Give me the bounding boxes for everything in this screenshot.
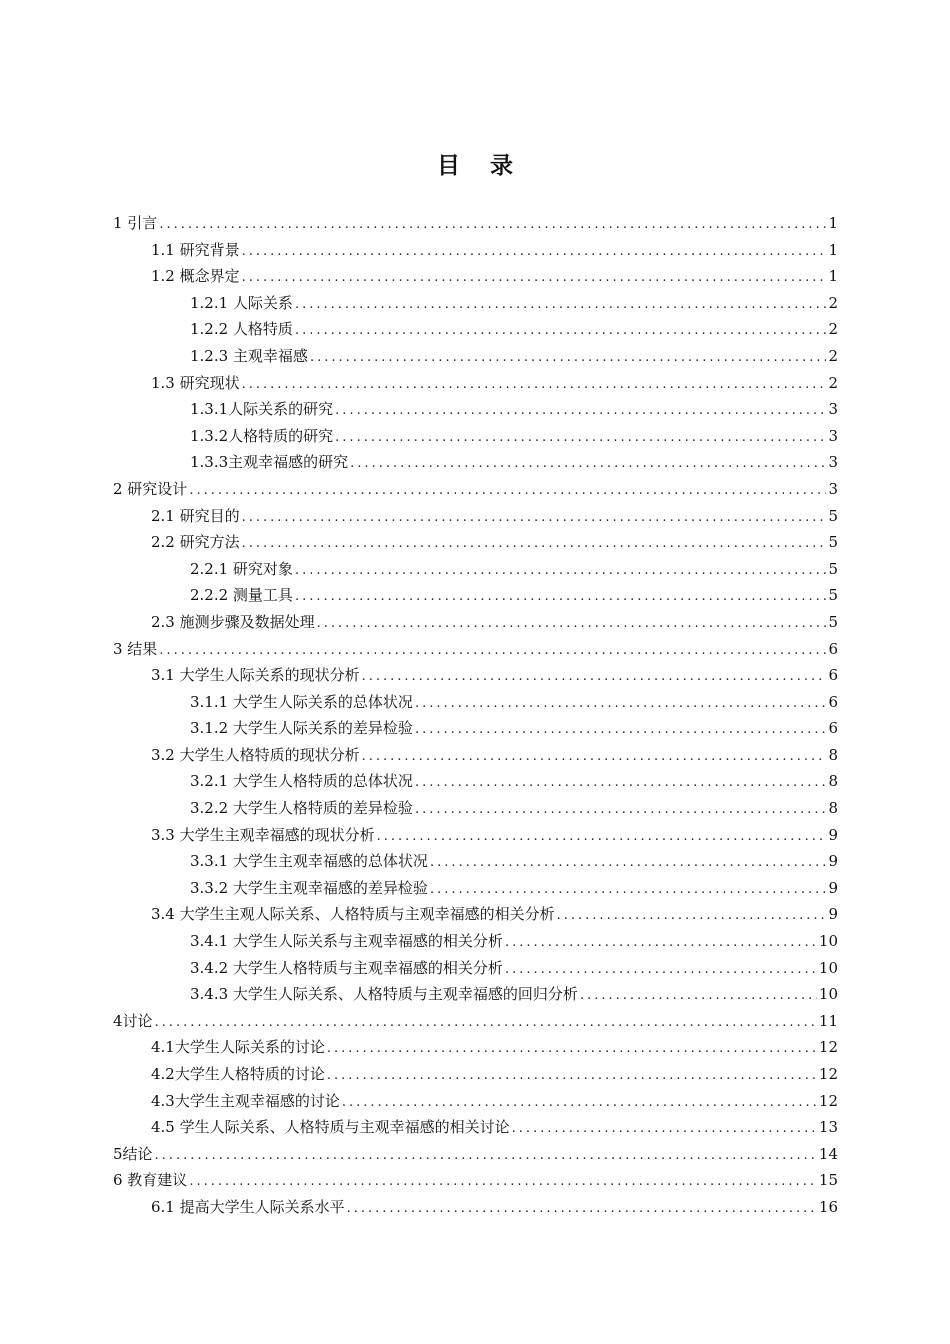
- toc-entry-label: 6 教育建议: [113, 1171, 188, 1190]
- toc-entry[interactable]: [151, 370, 838, 397]
- toc-entry-label: 2.1 研究目的: [151, 506, 240, 525]
- toc-entry[interactable]: [190, 795, 838, 822]
- toc-leader-dots: [242, 239, 827, 266]
- toc-leader-dots: [189, 478, 826, 505]
- toc-entry-label: 1 引言: [113, 214, 158, 232]
- toc-leader-dots: [295, 318, 827, 345]
- toc-entry[interactable]: [190, 689, 838, 716]
- toc-entry-page: 6: [828, 666, 838, 685]
- toc-leader-dots: [159, 638, 826, 665]
- toc-leader-dots: [580, 983, 817, 1010]
- toc-entry[interactable]: [190, 343, 838, 370]
- toc-leader-dots: [415, 717, 827, 744]
- toc-entry-page: 12: [818, 1038, 838, 1057]
- toc-entry[interactable]: [190, 290, 838, 317]
- toc-entry[interactable]: [151, 822, 838, 849]
- toc-entry-page: 9: [828, 905, 838, 924]
- toc-leader-dots: [327, 1063, 817, 1090]
- toc-entry-page: 5: [828, 533, 838, 552]
- toc-leader-dots: [430, 850, 827, 877]
- toc-entry[interactable]: [151, 529, 838, 556]
- toc-entry-label: 1.2.3 主观幸福感: [190, 346, 308, 365]
- toc-leader-dots: [505, 957, 817, 984]
- toc-entry-label: 3.4.1 大学生人际关系与主观幸福感的相关分析: [190, 932, 503, 951]
- toc-entry-page: 2: [828, 320, 838, 339]
- toc-entry-label: 1.2 概念界定: [151, 267, 240, 286]
- toc-entry-page: 1: [828, 214, 838, 232]
- toc-entry-page: 3: [828, 479, 838, 498]
- toc-entry[interactable]: [190, 423, 838, 450]
- toc-entry[interactable]: [190, 715, 838, 742]
- toc-leader-dots: [505, 930, 817, 957]
- toc-entry[interactable]: [151, 263, 838, 290]
- toc-entry-page: 5: [828, 612, 838, 631]
- toc-leader-dots: [317, 611, 827, 638]
- toc-entry[interactable]: [151, 662, 838, 689]
- toc-entry-label: 3.4 大学生主观人际关系、人格特质与主观幸福感的相关分析: [151, 905, 555, 924]
- toc-entry[interactable]: [151, 1034, 838, 1061]
- toc-entry-label: 3.1 大学生人际关系的现状分析: [151, 666, 360, 685]
- toc-entry[interactable]: [151, 609, 838, 636]
- toc-entry-page: 13: [818, 1118, 838, 1137]
- toc-entry-label: 1.3.3主观幸福感的研究: [190, 453, 349, 472]
- toc-entry-label: 3.2.1 大学生人格特质的总体状况: [190, 772, 413, 791]
- toc-entry-label: 2.2.2 测量工具: [190, 586, 293, 605]
- toc-entry[interactable]: [151, 901, 838, 928]
- toc-leader-dots: [342, 1090, 817, 1117]
- toc-entry-page: 1: [828, 267, 838, 286]
- toc-entry[interactable]: [151, 1088, 838, 1115]
- toc-leader-dots: [512, 1116, 817, 1143]
- toc-entry-label: 3.2 大学生人格特质的现状分析: [151, 745, 360, 764]
- toc-leader-dots: [310, 345, 827, 372]
- toc-entry[interactable]: [151, 237, 838, 264]
- toc-entry[interactable]: [190, 556, 838, 583]
- toc-entry[interactable]: [190, 848, 838, 875]
- toc-leader-dots: [415, 691, 827, 718]
- toc-entry[interactable]: [190, 955, 838, 982]
- toc-entry-label: 3.3.1 大学生主观幸福感的总体状况: [190, 852, 428, 871]
- toc-entry-page: 5: [828, 506, 838, 525]
- table-of-contents: [0, 210, 950, 1221]
- toc-entry-label: 1.3.2人格特质的研究: [190, 426, 334, 445]
- toc-entry-label: 3 结果: [113, 639, 158, 658]
- toc-entry-page: 6: [828, 692, 838, 711]
- toc-entry-label: 3.1.2 大学生人际关系的差异检验: [190, 719, 413, 738]
- page-title: [0, 148, 950, 184]
- toc-entry-label: 1.3 研究现状: [151, 373, 240, 392]
- toc-leader-dots: [155, 1010, 817, 1037]
- toc-entry-label: 3.3 大学生主观幸福感的现状分析: [151, 825, 375, 844]
- toc-entry[interactable]: [190, 768, 838, 795]
- toc-entry-page: 3: [828, 400, 838, 419]
- toc-entry-page: 2: [828, 293, 838, 312]
- toc-entry[interactable]: [151, 1114, 838, 1141]
- toc-leader-dots: [557, 903, 827, 930]
- toc-entry[interactable]: [151, 742, 838, 769]
- toc-entry-page: 3: [828, 426, 838, 445]
- toc-entry[interactable]: [113, 1167, 838, 1194]
- toc-entry[interactable]: [190, 582, 838, 609]
- toc-entry-page: 14: [818, 1144, 838, 1163]
- toc-entry[interactable]: [190, 316, 838, 343]
- toc-entry-label: 3.3.2 大学生主观幸福感的差异检验: [190, 878, 428, 897]
- toc-entry-label: 1.3.1人际关系的研究: [190, 400, 334, 419]
- toc-entry-label: 3.4.2 大学生人格特质与主观幸福感的相关分析: [190, 958, 503, 977]
- toc-entry-page: 3: [828, 453, 838, 472]
- toc-entry-label: 3.2.2 大学生人格特质的差异检验: [190, 799, 413, 818]
- toc-entry[interactable]: [113, 636, 838, 663]
- toc-leader-dots: [242, 505, 827, 532]
- toc-entry[interactable]: [151, 503, 838, 530]
- toc-entry-label: 4.2大学生人格特质的讨论: [151, 1065, 325, 1083]
- toc-entry-page: 10: [818, 985, 838, 1004]
- toc-leader-dots: [350, 451, 826, 478]
- toc-leader-dots: [242, 372, 827, 399]
- toc-entry-page: 15: [818, 1171, 838, 1190]
- toc-leader-dots: [347, 1196, 817, 1223]
- toc-leader-dots: [159, 212, 826, 239]
- toc-entry-label: 4.3大学生主观幸福感的讨论: [151, 1091, 340, 1110]
- toc-entry-page: 2: [828, 373, 838, 392]
- toc-entry-label: 6.1 提高大学生人际关系水平: [151, 1197, 345, 1216]
- toc-leader-dots: [415, 770, 827, 797]
- toc-entry[interactable]: [190, 449, 838, 476]
- toc-leader-dots: [155, 1143, 817, 1170]
- toc-entry-label: 4.5 学生人际关系、人格特质与主观幸福感的相关讨论: [151, 1118, 510, 1137]
- toc-leader-dots: [415, 797, 827, 824]
- toc-leader-dots: [335, 398, 826, 425]
- toc-leader-dots: [189, 1169, 817, 1196]
- toc-entry-label: 2.3 施测步骤及数据处理: [151, 612, 315, 631]
- toc-entry-label: 4.1大学生人际关系的讨论: [151, 1038, 325, 1057]
- page-title-left: 目: [437, 153, 460, 179]
- toc-entry-label: 5结论: [113, 1144, 153, 1163]
- toc-entry[interactable]: [151, 1194, 838, 1221]
- toc-entry[interactable]: [113, 1141, 838, 1168]
- toc-entry-page: 6: [828, 639, 838, 658]
- toc-leader-dots: [327, 1036, 817, 1063]
- page-title-right: 录: [490, 153, 513, 179]
- toc-entry-page: 12: [818, 1091, 838, 1110]
- toc-entry-page: 5: [828, 586, 838, 605]
- toc-entry-page: 10: [818, 958, 838, 977]
- toc-entry[interactable]: [151, 1061, 838, 1088]
- toc-entry-label: 3.4.3 大学生人际关系、人格特质与主观幸福感的回归分析: [190, 985, 578, 1004]
- toc-leader-dots: [295, 292, 827, 319]
- toc-entry-page: 9: [828, 825, 838, 844]
- toc-leader-dots: [295, 558, 827, 585]
- toc-entry-page: 9: [828, 878, 838, 897]
- toc-leader-dots: [362, 664, 827, 691]
- toc-entry-page: 1: [828, 240, 838, 259]
- toc-entry-label: 4讨论: [113, 1011, 153, 1030]
- toc-entry-label: 2.2 研究方法: [151, 533, 240, 552]
- toc-entry-page: 2: [828, 346, 838, 365]
- toc-entry[interactable]: [113, 210, 838, 237]
- toc-entry-label: 1.2.1 人际关系: [190, 293, 293, 312]
- toc-entry-page: 6: [828, 719, 838, 738]
- toc-entry-page: 8: [828, 772, 838, 791]
- toc-entry-label: 2.2.1 研究对象: [190, 559, 293, 578]
- toc-entry[interactable]: [113, 1008, 838, 1035]
- toc-entry[interactable]: [190, 396, 838, 423]
- toc-entry-page: 8: [828, 745, 838, 764]
- toc-entry-page: 12: [818, 1065, 838, 1083]
- toc-leader-dots: [335, 425, 826, 452]
- toc-entry-page: 10: [818, 932, 838, 951]
- toc-leader-dots: [242, 531, 827, 558]
- toc-entry-label: 1.1 研究背景: [151, 240, 240, 259]
- toc-entry-page: 8: [828, 799, 838, 818]
- toc-entry-page: 11: [818, 1011, 838, 1030]
- toc-leader-dots: [362, 744, 827, 771]
- toc-entry-page: 5: [828, 559, 838, 578]
- toc-entry-label: 1.2.2 人格特质: [190, 320, 293, 339]
- toc-entry[interactable]: [113, 476, 838, 503]
- toc-entry-label: 2 研究设计: [113, 479, 188, 498]
- toc-entry[interactable]: [190, 981, 838, 1008]
- toc-leader-dots: [242, 265, 827, 292]
- toc-leader-dots: [430, 877, 827, 904]
- toc-entry[interactable]: [190, 875, 838, 902]
- toc-leader-dots: [295, 584, 827, 611]
- toc-entry[interactable]: [190, 928, 838, 955]
- toc-entry-label: 3.1.1 大学生人际关系的总体状况: [190, 692, 413, 711]
- toc-entry-page: 16: [818, 1197, 838, 1216]
- toc-leader-dots: [377, 824, 827, 851]
- toc-entry-page: 9: [828, 852, 838, 871]
